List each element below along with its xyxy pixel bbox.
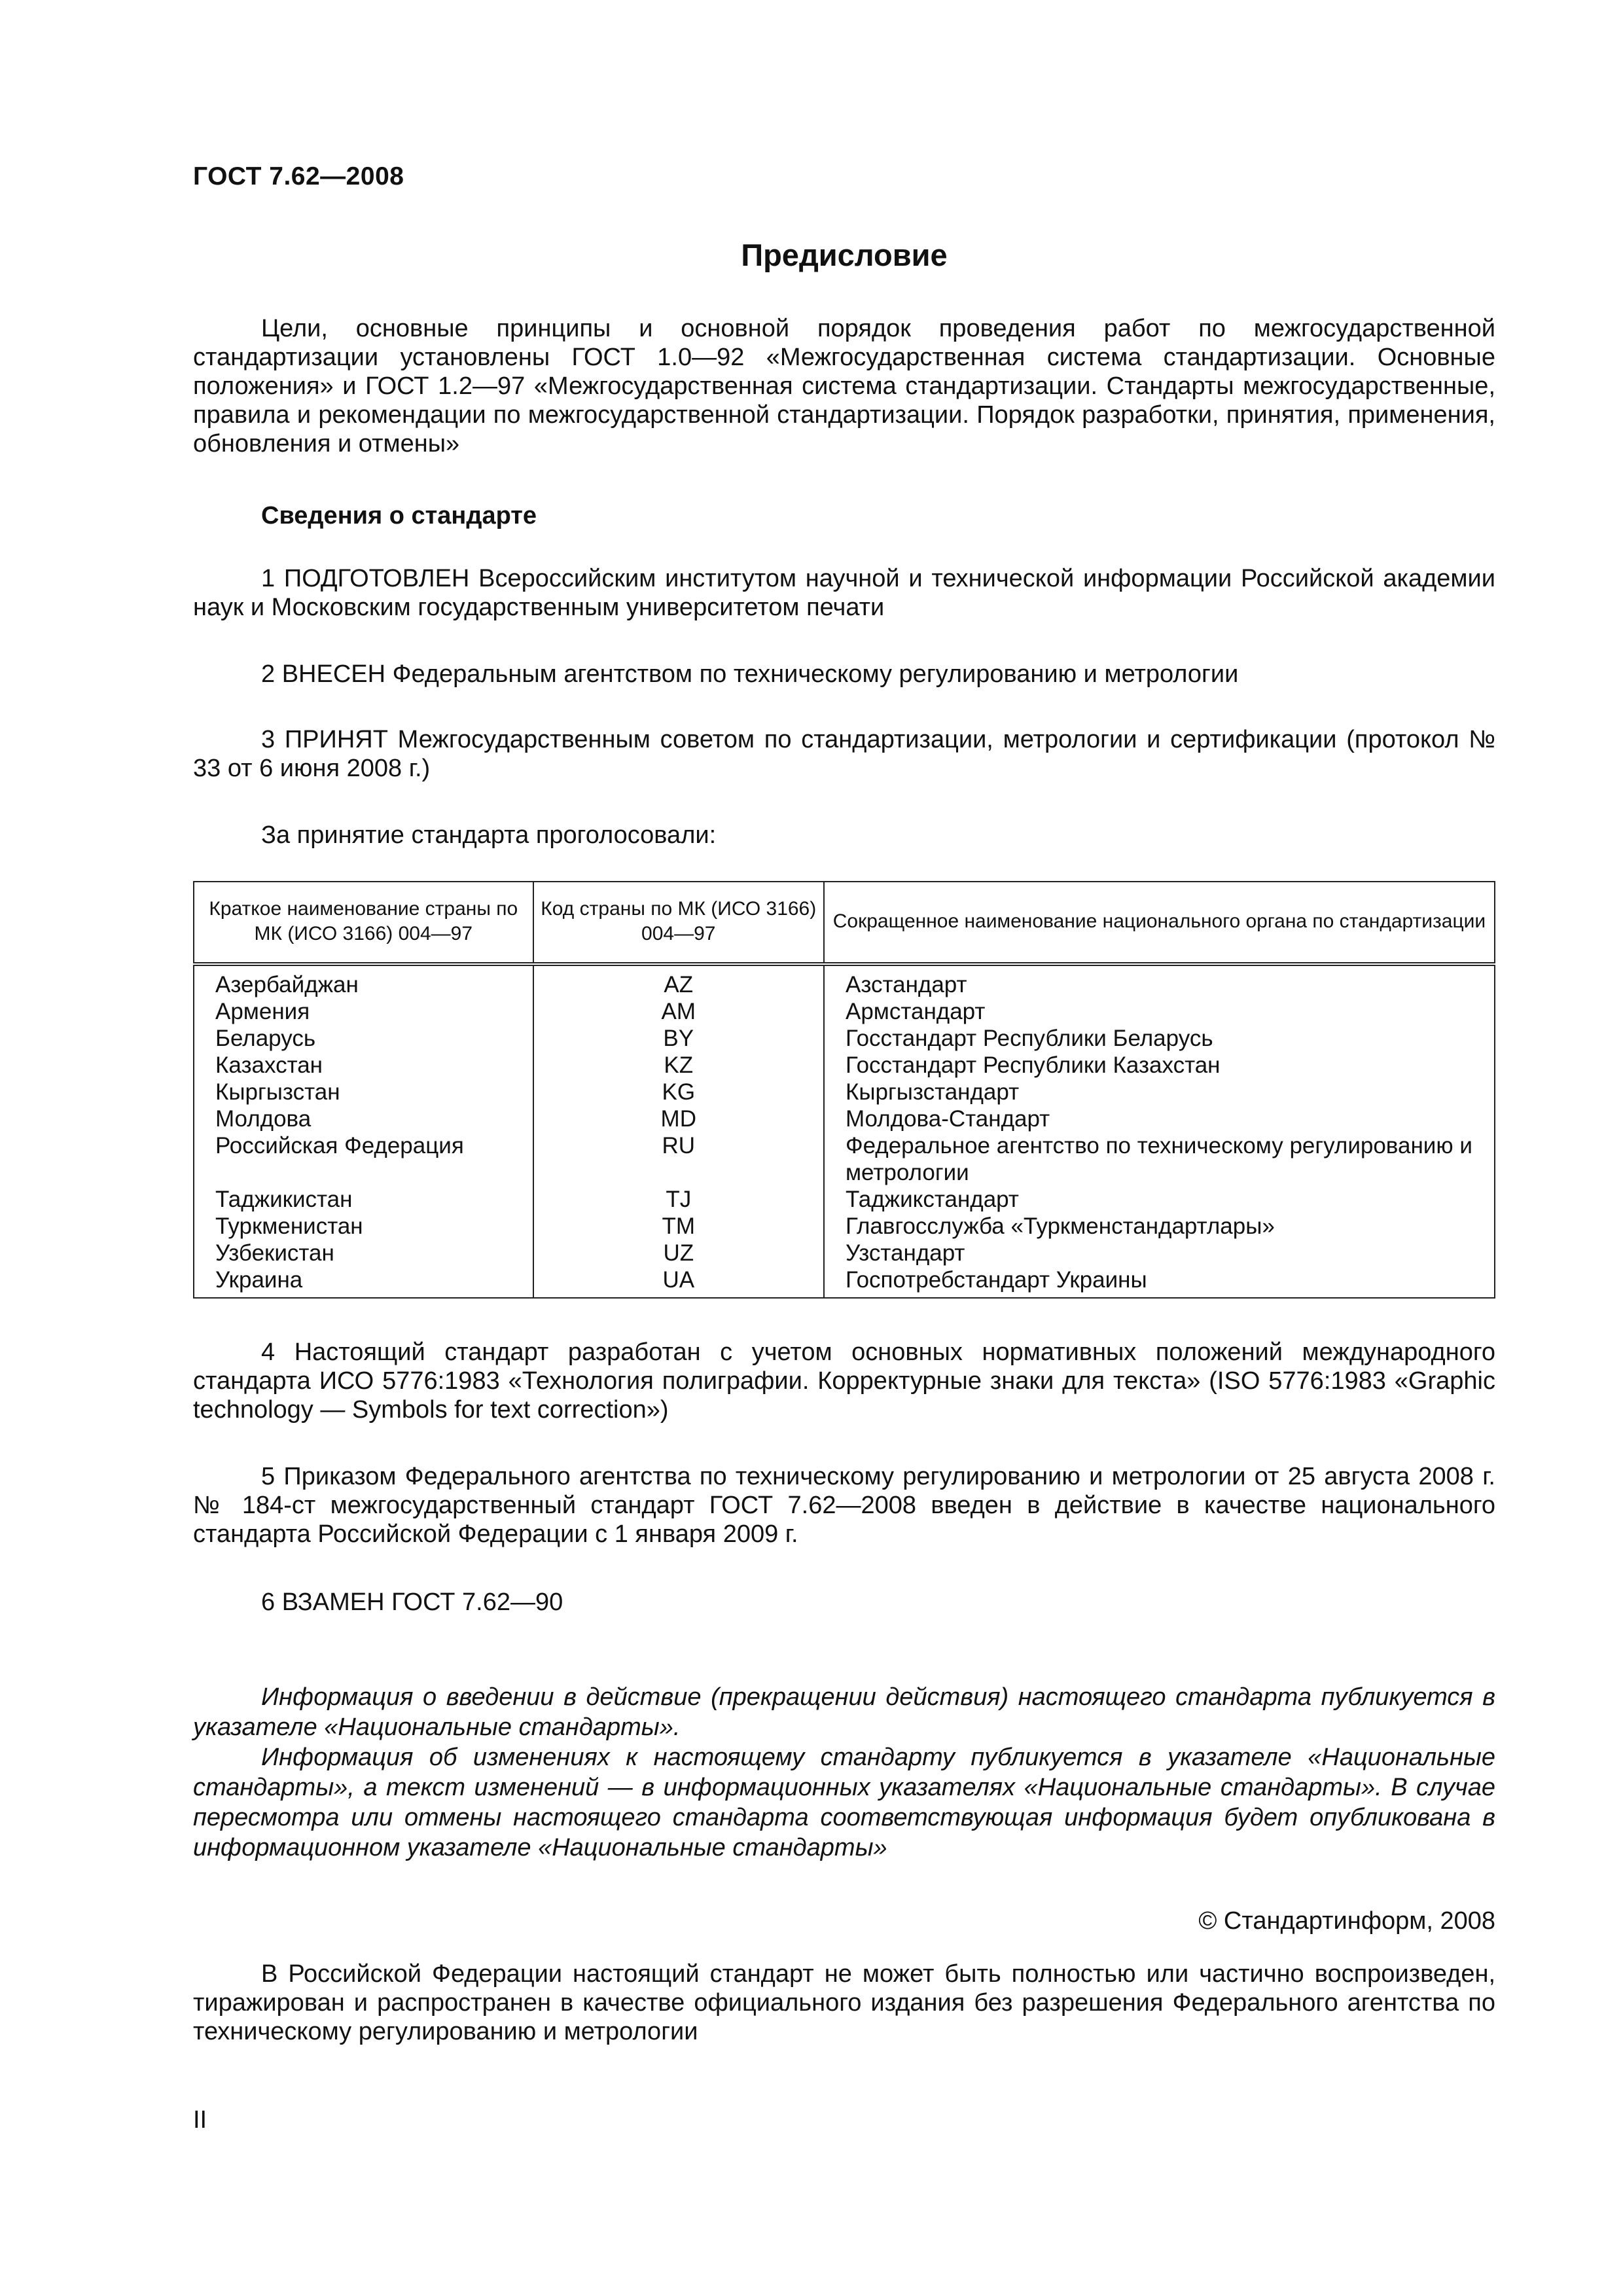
voting-table: [193, 881, 1495, 1299]
header-country-name: Краткое наименование страны по МК (ИСО 3166) 004—97: [194, 882, 533, 964]
table-row: [194, 998, 1495, 1025]
table-row: [194, 1025, 1495, 1052]
table-row: [194, 1266, 1495, 1298]
country-code-cell: KZ: [533, 1052, 824, 1079]
country-name-cell: Беларусь: [194, 1025, 533, 1052]
header-national-body: Сокращенное наименование национального органа по стандартизации: [824, 882, 1495, 964]
country-name-cell: Узбекистан: [194, 1240, 533, 1266]
table-row: [194, 1186, 1495, 1213]
national-body-cell: Таджикстандарт: [824, 1186, 1495, 1213]
item-5: 5 Приказом Федерального агентства по техническому регулированию и метрологии от 25 августа 2008 г. № 184-ст межгосударственный стандарт ГОСТ 7.62—2008 введен в действие в качестве национального стандарта Российской Федерации с 1 января 2009 г.: [193, 1463, 1495, 1548]
table-row: [194, 1105, 1495, 1132]
national-body-cell: Узстандарт: [824, 1240, 1495, 1266]
page-title: Предисловие: [741, 238, 948, 272]
country-code-cell: UZ: [533, 1240, 824, 1266]
country-code-cell: TM: [533, 1213, 824, 1240]
intro-paragraph: Цели, основные принципы и основной порядок проведения работ по межгосударственной стандартизации установлены ГОСТ 1.0—92 «Межгосударственная система стандартизации. Основные положения» и ГОСТ 1.2—97 «Межгосударственная система стандартизации. Стандарты межгосударственные, правила и рекомендации по межгосударственной стандартизации. Порядок разработки, принятия, применения, обновления и отмены»: [193, 315, 1495, 457]
national-body-cell: Федеральное агентство по техническому регулированию и метрологии: [824, 1132, 1495, 1186]
national-body-cell: Кыргызстандарт: [824, 1079, 1495, 1105]
publication-notice: [193, 1682, 1495, 1863]
country-code-cell: MD: [533, 1105, 824, 1132]
item-4: 4 Настоящий стандарт разработан с учетом основных нормативных положений международного стандарта ИСО 5776:1983 «Технология полиграфии. Корректурные знаки для текста» (ISO 5776:1983 «Graphic technology — Symbols for text correction»): [193, 1338, 1495, 1424]
national-body-cell: Госстандарт Республики Беларусь: [824, 1025, 1495, 1052]
document-code: ГОСТ 7.62—2008: [193, 162, 404, 190]
table-row: [194, 1132, 1495, 1186]
country-name-cell: Молдова: [194, 1105, 533, 1132]
national-body-cell: Азстандарт: [824, 964, 1495, 998]
country-code-cell: AM: [533, 998, 824, 1025]
header-country-code: Код страны по МК (ИСО 3166) 004—97: [533, 882, 824, 964]
table-row: [194, 1052, 1495, 1079]
country-name-cell: Азербайджан: [194, 964, 533, 998]
notice-paragraph-2: Информация об изменениях к настоящему стандарту публикуется в указателе «Национальные стандарты», а текст изменений — в информационных указателях «Национальные стандарты». В случае пересмотра или отмены настоящего стандарта соответствующая информация будет опубликована в информационном указателе «Национальные стандарты»: [193, 1744, 1495, 1861]
table-row: [194, 1240, 1495, 1266]
country-code-cell: TJ: [533, 1186, 824, 1213]
info-heading: Сведения о стандарте: [261, 502, 537, 529]
page-number: II: [193, 2106, 207, 2134]
country-name-cell: Таджикистан: [194, 1186, 533, 1213]
document-page: [193, 0, 1495, 2296]
vote-intro: За принятие стандарта проголосовали:: [261, 821, 717, 849]
reproduction-notice: В Российской Федерации настоящий стандарт не может быть полностью или частично воспроизведен, тиражирован и распространен в качестве официального издания без разрешения Федерального агентства по техническому регулированию и метрологии: [193, 1960, 1495, 2045]
country-code-cell: UA: [533, 1266, 824, 1298]
notice-paragraph-1: Информация о введении в действие (прекращении действия) настоящего стандарта публикуется в указателе «Национальные стандарты».: [193, 1683, 1495, 1741]
item-3: 3 ПРИНЯТ Межгосударственным советом по стандартизации, метрологии и сертификации (протокол № 33 от 6 июня 2008 г.): [193, 726, 1495, 782]
table-row: [194, 1079, 1495, 1105]
item-2: 2 ВНЕСЕН Федеральным агентством по техническому регулированию и метрологии: [261, 660, 1239, 688]
national-body-cell: Госпотребстандарт Украины: [824, 1266, 1495, 1298]
copyright-line: © Стандартинформ, 2008: [1198, 1907, 1495, 1935]
country-name-cell: Туркменистан: [194, 1213, 533, 1240]
national-body-cell: Главгосслужба «Туркменстандартлары»: [824, 1213, 1495, 1240]
country-name-cell: Казахстан: [194, 1052, 533, 1079]
country-name-cell: Кыргызстан: [194, 1079, 533, 1105]
national-body-cell: Госстандарт Республики Казахстан: [824, 1052, 1495, 1079]
item-6: 6 ВЗАМЕН ГОСТ 7.62—90: [261, 1588, 563, 1616]
table-row: [194, 1213, 1495, 1240]
country-name-cell: Армения: [194, 998, 533, 1025]
national-body-cell: Армстандарт: [824, 998, 1495, 1025]
country-code-cell: AZ: [533, 964, 824, 998]
country-name-cell: Украина: [194, 1266, 533, 1298]
country-code-cell: RU: [533, 1132, 824, 1186]
country-code-cell: KG: [533, 1079, 824, 1105]
table-row: [194, 964, 1495, 998]
table-header-row: [194, 882, 1495, 964]
country-code-cell: BY: [533, 1025, 824, 1052]
national-body-cell: Молдова-Стандарт: [824, 1105, 1495, 1132]
country-name-cell: Российская Федерация: [194, 1132, 533, 1186]
item-1: 1 ПОДГОТОВЛЕН Всероссийским институтом научной и технической информации Российской академии наук и Московским государственным университетом печати: [193, 565, 1495, 621]
